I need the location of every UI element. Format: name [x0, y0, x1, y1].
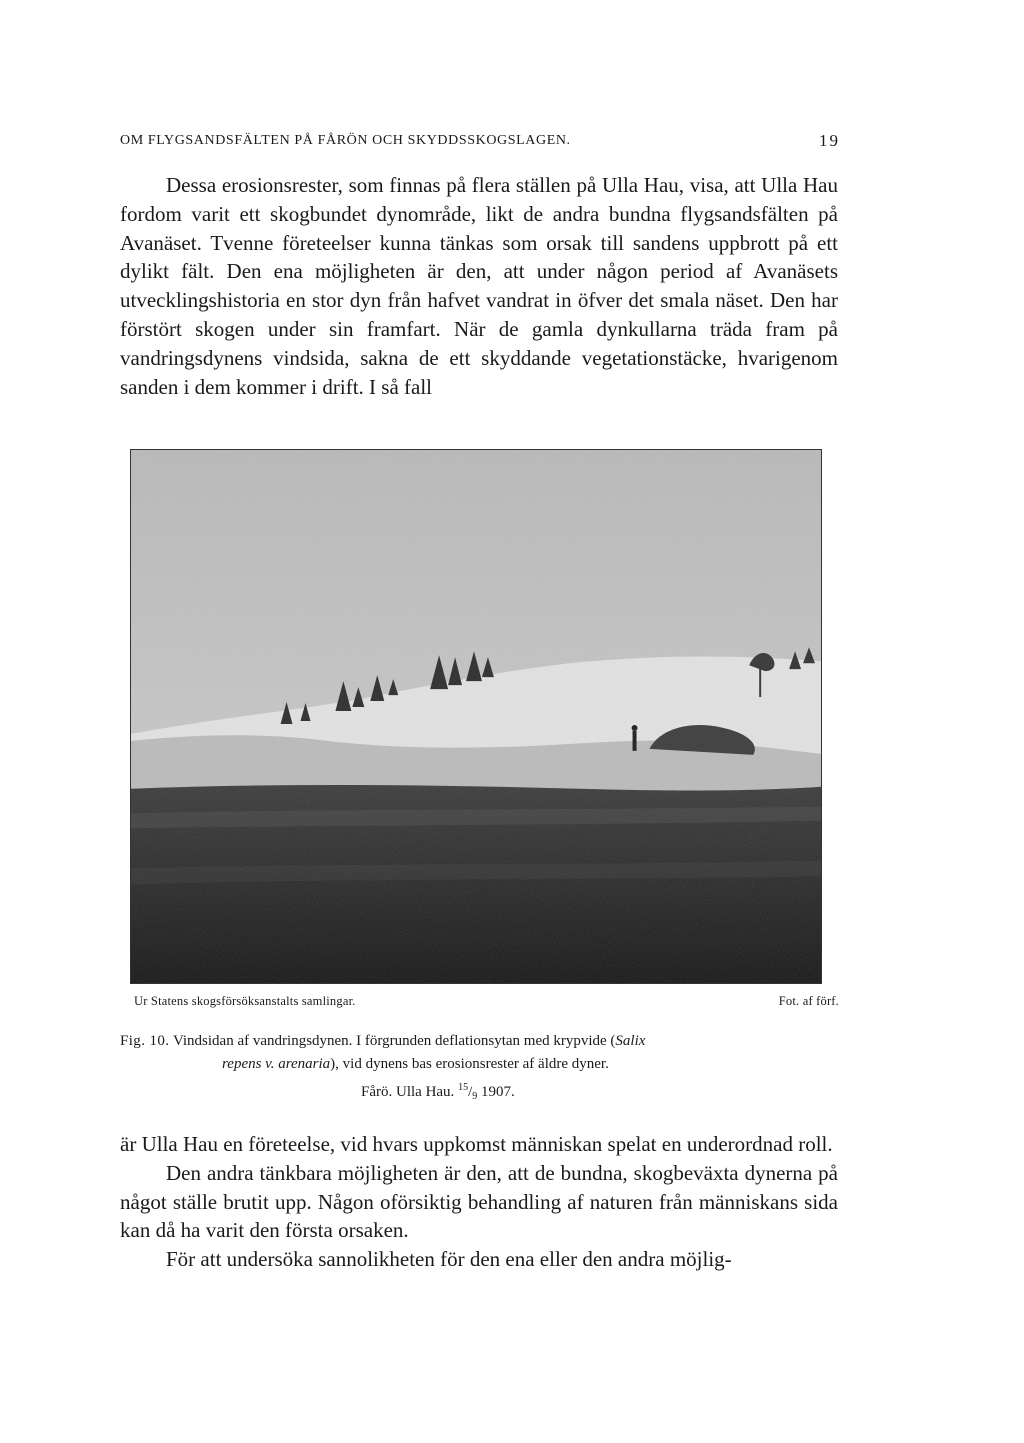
- paragraph: Den andra tänkbara möjligheten är den, att de bundna, skogbeväxta dynerna på något ställe brutit upp. Någon oförsiktig behandling af naturen från människans sida kan då ha varit den första orsaken.: [120, 1160, 838, 1243]
- body-text-bottom: [120, 1130, 838, 1274]
- figure-photo-credit: Fot. af förf.: [778, 994, 839, 1008]
- figure-source-credit: Ur Statens skogsförsöksanstalts samlingar.: [134, 994, 356, 1008]
- caption-date-year: 1907.: [480, 1084, 515, 1100]
- caption-line-3: Fårö. Ulla Hau. $^{15}/_9$ 1907.: [361, 1082, 515, 1102]
- figure-caption: [120, 1030, 840, 1108]
- caption-species-genus: Salix: [615, 1033, 646, 1049]
- caption-line-1: [120, 1030, 840, 1053]
- caption-text-rest: ), vid dynens bas erosionsrester af äldre dyner.: [330, 1056, 609, 1072]
- figure-label: Fig. 10.: [120, 1033, 170, 1049]
- paragraph: är Ulla Hau en företeelse, vid hvars uppkomst människan spelat en underordnad roll.: [120, 1132, 833, 1156]
- figure-photograph: [130, 449, 822, 984]
- dune-landscape-photo: [131, 450, 821, 983]
- caption-line-2: [120, 1053, 840, 1076]
- paragraph: För att undersöka sannolikheten för den ena eller den andra möjlig-: [166, 1247, 732, 1272]
- caption-species-variety: repens v. arenaria: [222, 1056, 331, 1072]
- running-title: OM FLYGSANDSFÄLTEN PÅ FÅRÖN OCH SKYDDSSKOGSLAGEN.: [120, 133, 571, 148]
- caption-date-month: 9: [472, 1091, 478, 1102]
- body-text-top: [120, 171, 838, 401]
- caption-place: Fårö. Ulla Hau.: [361, 1084, 455, 1100]
- page-number: 19: [819, 131, 840, 150]
- caption-text: Vindsidan af vandringsdynen. I förgrunden deflationsytan med krypvide (: [172, 1033, 616, 1049]
- paragraph: Dessa erosionsrester, som finnas på flera ställen på Ulla Hau, visa, att Ulla Hau fordom varit ett skogbundet dynområde, likt de andra bundna flygsandsfälten på Avanäset. Tvenne företeelser kunna tänkas som orsak till sandens uppbrott på ett dylikt fält. Den ena möjligheten är den, att under någon period af Avanäsets utvecklingshistoria en stor dyn från hafvet vandrat in öfver det smala näset. Den har förstört skogen under sin framfart. När de gamla dynkullarna träda fram på vandringsdynens vindsida, sakna de ett skyddande vegetationstäcke, hvarigenom sanden i dem kommer i drift. I så fall: [120, 173, 838, 399]
- caption-date-day: 15: [458, 1082, 469, 1093]
